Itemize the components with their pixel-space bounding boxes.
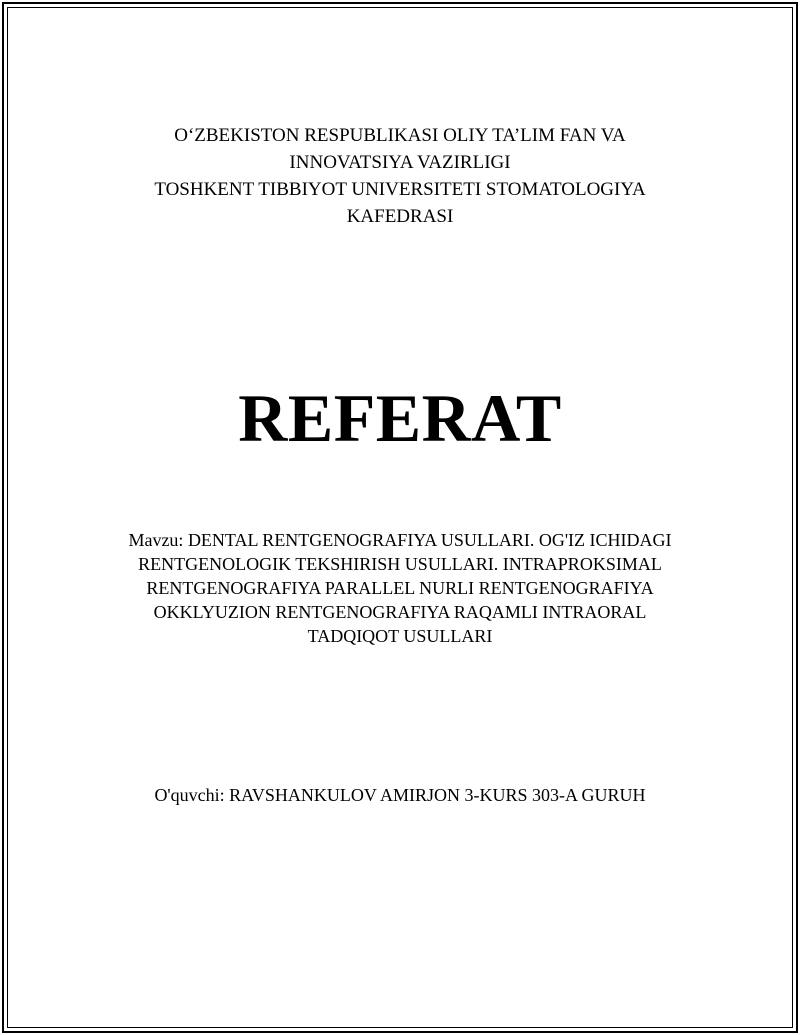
document-title: REFERAT <box>238 380 562 456</box>
topic-block <box>0 528 800 648</box>
topic-line: RENTGENOGRAFIYA PARALLEL NURLI RENTGENOGRAFIYA <box>146 578 654 598</box>
header-line: O‘ZBEKISTON RESPUBLIKASI OLIY TA’LIM FAN VA <box>174 125 626 146</box>
student-info: O'quvchi: RAVSHANKULOV AMIRJON 3-KURS 303-A GURUH <box>154 785 646 805</box>
topic-line: Mavzu: DENTAL RENTGENOGRAFIYA USULLARI. OG'IZ ICHIDAGI <box>128 530 672 550</box>
ministry-header <box>0 122 800 230</box>
topic-line: RENTGENOLOGIK TEKSHIRISH USULLARI. INTRAPROKSIMAL <box>138 554 662 574</box>
topic-line: OKKLYUZION RENTGENOGRAFIYA RAQAMLI INTRAORAL <box>153 602 647 622</box>
header-line: INNOVATSIYA VAZIRLIGI <box>289 152 511 173</box>
header-line: KAFEDRASI <box>346 206 454 227</box>
header-line: TOSHKENT TIBBIYOT UNIVERSITETI STOMATOLOGIYA <box>154 179 646 200</box>
topic-line: TADQIQOT USULLARI <box>307 626 493 646</box>
